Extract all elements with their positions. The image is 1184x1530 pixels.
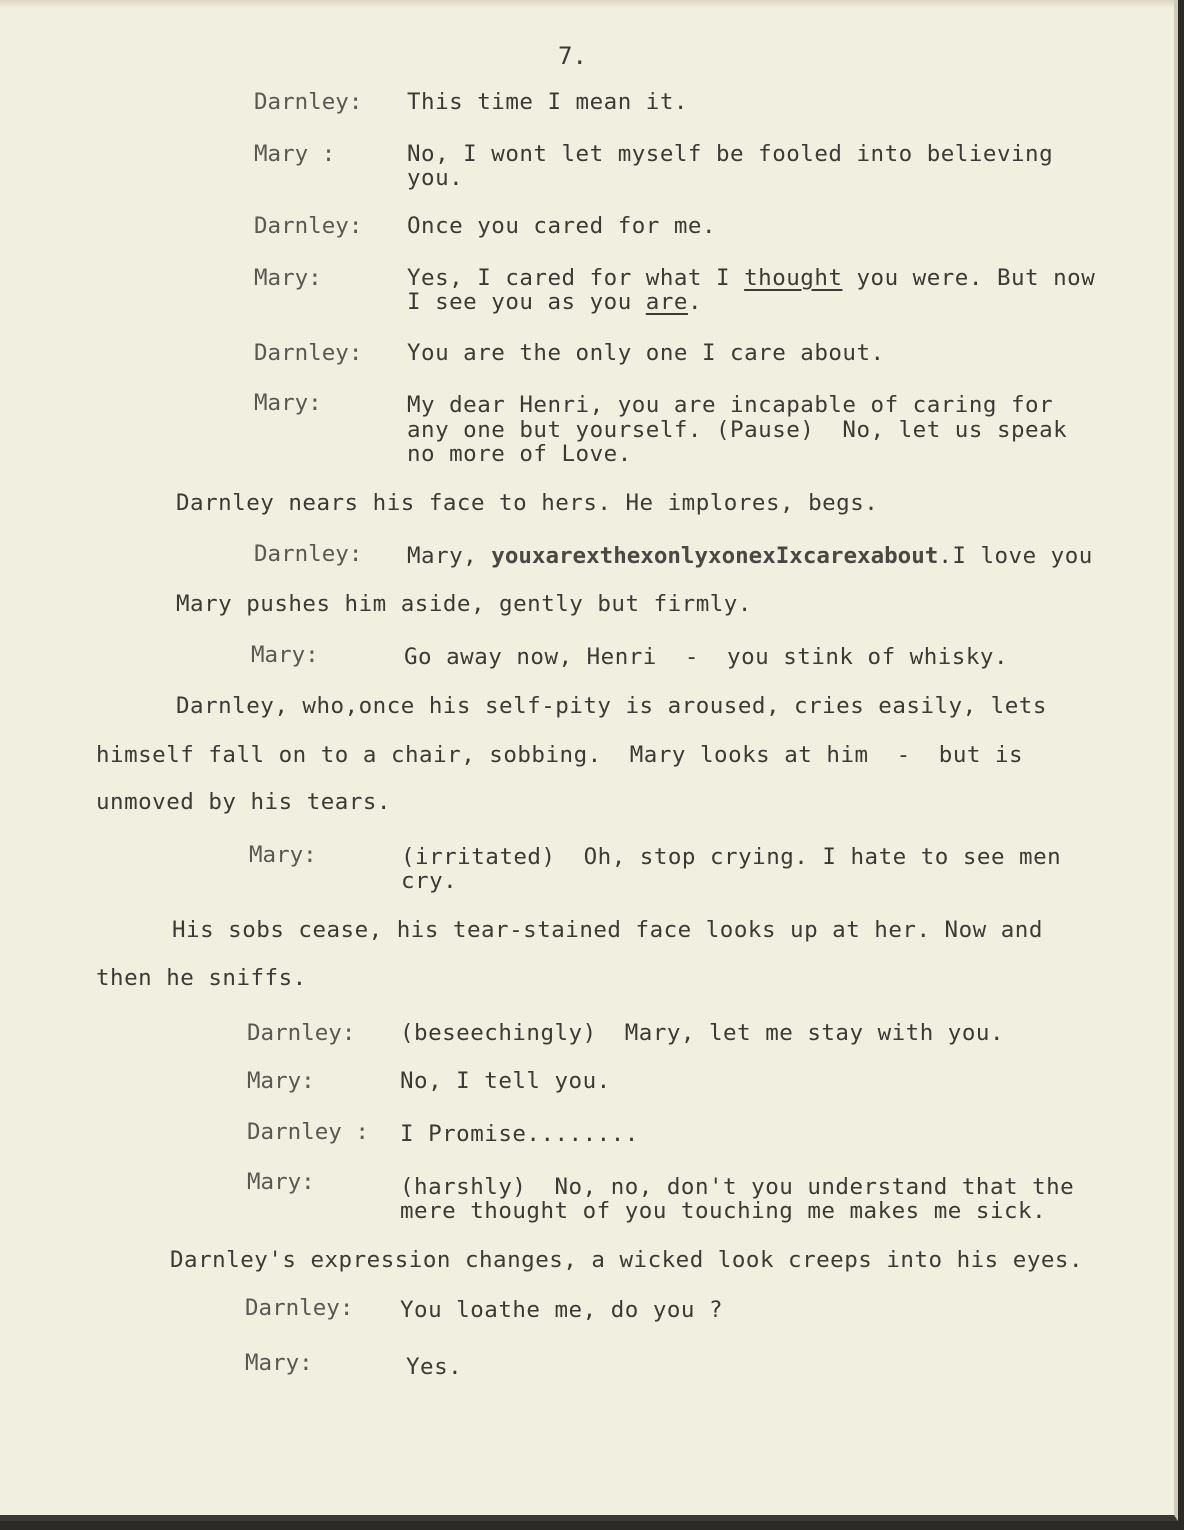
underlined-word: are [645,289,688,315]
dialogue-line: You are the only one I care about. [407,340,885,366]
speaker-label: Mary: [254,390,322,416]
speaker-label: Darnley: [254,89,363,115]
dialogue-line: Go away now, Henri - you stink of whisky. [404,644,1008,670]
speaker-label: Mary: [251,642,319,668]
stage-direction: unmoved by his tears. [96,789,391,815]
dialogue-line: you. [407,165,464,191]
stage-direction: Darnley's expression changes, a wicked look creeps into his eyes. [170,1247,1083,1273]
dialogue-line: no more of Love. [407,441,632,467]
dialogue-line: Mary, youxarexthexonlyxonexIxcarexabout.I love you [407,543,1093,569]
stage-direction: His sobs cease, his tear-stained face looks up at her. Now and [172,917,1043,943]
stage-direction: himself fall on to a chair, sobbing. Mary looks at him - but is [96,742,1024,768]
dialogue-line: I see you as you are. [407,289,702,315]
speaker-label: Darnley : [247,1119,369,1145]
dialogue-line: You loathe me, do you ? [400,1297,724,1323]
underlined-word: thought [744,265,843,291]
speaker-label: Mary: [254,265,322,291]
dialogue-line: cry. [401,868,458,894]
stage-direction: Mary pushes him aside, gently but firmly. [176,591,752,617]
stage-direction: Darnley, who,once his self-pity is aroused, cries easily, lets [176,693,1047,719]
struck-out-text: youxarexthexonlyxonexIxcarexabout [491,543,939,569]
dialogue-line: Once you cared for me. [407,213,717,239]
dialogue-line: My dear Henri, you are incapable of caring for [407,392,1054,418]
speaker-label: Mary : [254,141,336,167]
speaker-label: Mary: [249,842,317,868]
dialogue-line: I Promise........ [400,1121,639,1147]
dialogue-line: any one but yourself. (Pause) No, let us speak [407,417,1068,443]
dialogue-line: mere thought of you touching me makes me sick. [400,1198,1047,1224]
speaker-label: Mary: [245,1350,313,1376]
dialogue-line: (beseechingly) Mary, let me stay with you. [400,1020,1004,1046]
dialogue-line: No, I tell you. [400,1068,611,1094]
stage-direction: then he sniffs. [96,965,307,991]
speaker-label: Darnley: [245,1295,354,1321]
speaker-label: Darnley: [247,1020,356,1046]
dialogue-line: (irritated) Oh, stop crying. I hate to see men [401,844,1062,870]
speaker-label: Darnley: [254,541,363,567]
speaker-label: Mary: [247,1068,315,1094]
stage-direction: Darnley nears his face to hers. He implores, begs. [176,490,879,516]
speaker-label: Mary: [247,1169,315,1195]
dialogue-line: This time I mean it. [407,89,688,115]
speaker-label: Darnley: [254,213,363,239]
speaker-label: Darnley: [254,340,363,366]
dialogue-line: No, I wont let myself be fooled into believing [407,141,1054,167]
page-number: 7. [558,42,587,70]
dialogue-line: Yes. [406,1354,463,1380]
dialogue-line: Yes, I cared for what I thought you were. But now [407,265,1096,291]
dialogue-line: (harshly) No, no, don't you understand that the [400,1174,1075,1200]
